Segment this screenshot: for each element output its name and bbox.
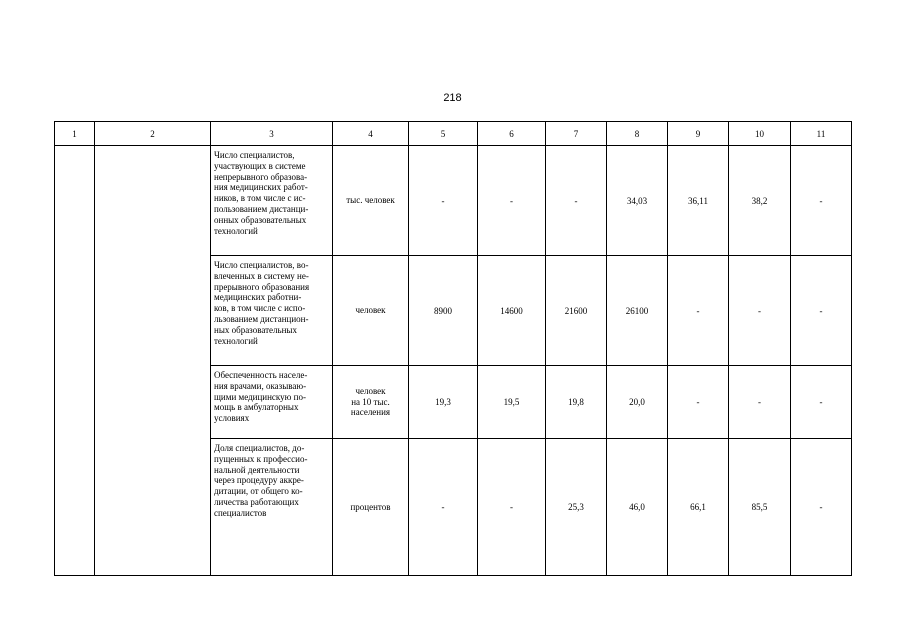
column-header-8: 8 [607,122,668,146]
value-cell: 19,8 [546,366,607,439]
value-cell: 20,0 [607,366,668,439]
indicator-unit: человек на 10 тыс. населения [333,366,409,439]
column-header-10: 10 [729,122,791,146]
value-cell: 34,03 [607,146,668,256]
indicators-table [54,121,852,576]
indicator-name: Число специалистов, во- влеченных в систему не- прерывного образования медицинских работни- ков, в том числе с испо- льзованием дистанцион- ных образовательных технологий [211,256,333,366]
value-cell: 14600 [478,256,546,366]
value-cell: - [409,146,478,256]
value-cell: 21600 [546,256,607,366]
indicator-unit: тыс. человек [333,146,409,256]
value-cell: 46,0 [607,439,668,576]
value-cell: 26100 [607,256,668,366]
value-cell: 36,11 [668,146,729,256]
value-cell: - [729,256,791,366]
indicator-name: Обеспеченность населе- ния врачами, оказываю- щими медицинскую по- мощь в амбулаторных условиях [211,366,333,439]
column-header-3: 3 [211,122,333,146]
value-cell: 66,1 [668,439,729,576]
column-header-2: 2 [95,122,211,146]
value-cell: - [791,366,852,439]
empty-cell-col1 [55,146,95,576]
value-cell: 19,5 [478,366,546,439]
indicator-unit: процентов [333,439,409,576]
value-cell: 25,3 [546,439,607,576]
indicator-unit: человек [333,256,409,366]
value-cell: 19,3 [409,366,478,439]
value-cell: - [791,146,852,256]
value-cell: - [478,439,546,576]
value-cell: 38,2 [729,146,791,256]
value-cell: 8900 [409,256,478,366]
page-number: 218 [443,92,462,104]
column-header-11: 11 [791,122,852,146]
value-cell: - [478,146,546,256]
value-cell: - [668,366,729,439]
header-row [55,122,852,146]
value-cell: - [546,146,607,256]
indicator-name: Доля специалистов, до- пущенных к профессио- нальной деятельности через процедуру аккре- дитации, от общего ко- личества работающих специалистов [211,439,333,576]
column-header-4: 4 [333,122,409,146]
column-header-9: 9 [668,122,729,146]
value-cell: 85,5 [729,439,791,576]
value-cell: - [409,439,478,576]
column-header-7: 7 [546,122,607,146]
indicator-name: Число специалистов, участвующих в системе непрерывного образова- ния медицинских работ- ников, в том числе с ис- пользованием дистанци- онных образовательных технологий [211,146,333,256]
column-header-5: 5 [409,122,478,146]
value-cell: - [729,366,791,439]
column-header-6: 6 [478,122,546,146]
value-cell: - [791,439,852,576]
empty-cell-col2 [95,146,211,576]
column-header-1: 1 [55,122,95,146]
value-cell: - [668,256,729,366]
table-row [55,146,852,256]
value-cell: - [791,256,852,366]
